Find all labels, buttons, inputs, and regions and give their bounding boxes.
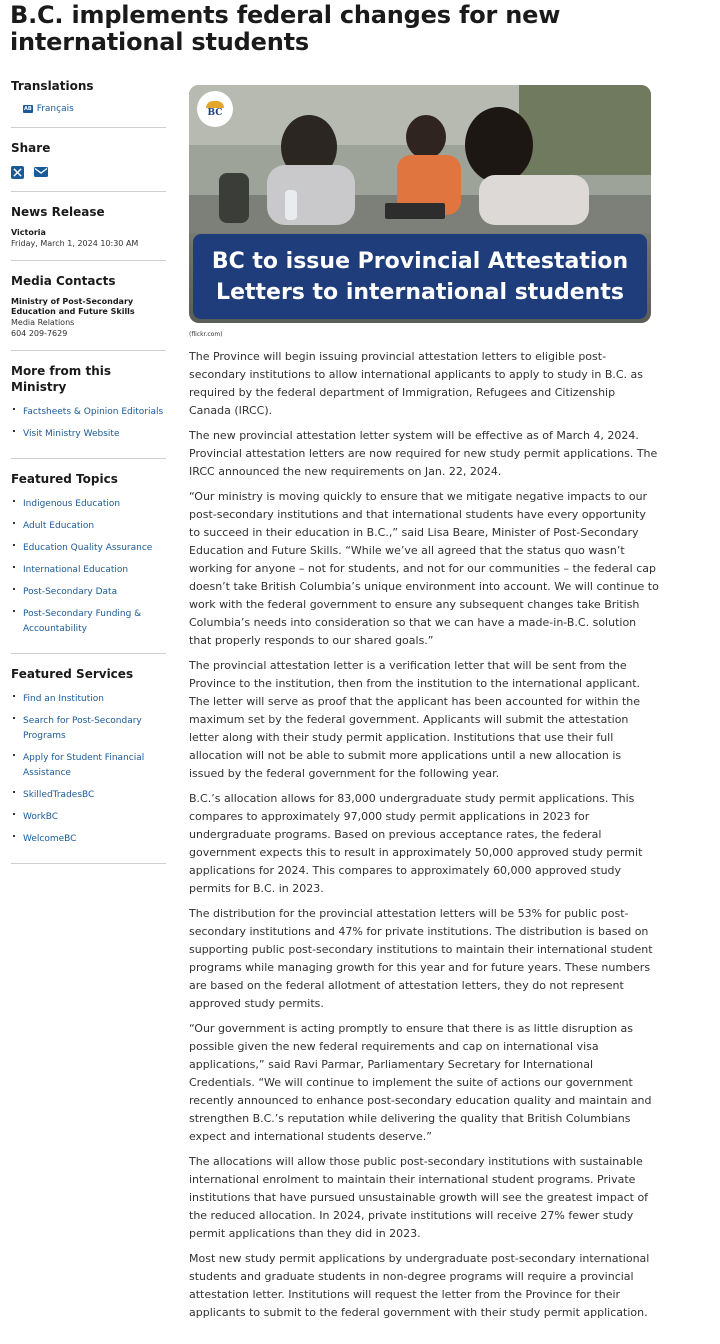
language-icon: AB (24, 106, 32, 112)
service-links (11, 690, 166, 845)
news-release-heading: News Release (11, 205, 105, 219)
news-release-section (11, 204, 166, 261)
topic-link[interactable]: International Education (23, 565, 129, 575)
share-buttons (11, 164, 166, 180)
paragraph: The new provincial attestation letter system will be effective as of March 4, 2024. Provincial attestation letters are now required for new study permit applications. The IRCC announced the new requirements on Jan. 22, 2024. (189, 429, 658, 478)
list-item (11, 808, 166, 823)
image-caption: (flickr.com) (189, 331, 223, 338)
language-link-francais[interactable] (11, 102, 166, 116)
list-item (11, 517, 166, 532)
page-title: B.C. implements federal changes for new international students (10, 1, 561, 56)
more-from-ministry-heading: More from this Ministry (11, 364, 112, 394)
paragraph: B.C.’s allocation allows for 83,000 undergraduate study permit applications. This compares to approximately 97,000 study permit applications in 2023 for undergraduate programs. Based on previous acceptance rates, the federal government expects this to result in approximately 50,000 approved study permit applications for 2024. This compares to approximately 60,000 approved study permits for B.C. in 2023. (189, 792, 643, 895)
paragraph: “Our government is acting promptly to ensure that there is as little disruption as possible given the new federal requirements and cap on international visa applications,” said Ravi Parmar, Parliamentary Secretary for International Credentials. “We will continue to implement the suite of actions our government recently announced to enhance post-secondary education quality and maintain and strengthen B.C.’s reputation while delivering the quality that British Columbians expect and international students deserve.” (189, 1022, 652, 1143)
contact-organization: Ministry of Post-Secondary Education and Future Skills (11, 297, 135, 316)
featured-topics-section (11, 471, 166, 654)
ministry-links (11, 403, 166, 440)
topic-link[interactable]: Post-Secondary Funding & Accountability (23, 609, 142, 634)
bc-logo (197, 91, 233, 127)
ministry-link[interactable]: Factsheets & Opinion Editorials (23, 407, 164, 417)
list-item (11, 583, 166, 598)
service-link[interactable]: WorkBC (23, 812, 59, 822)
service-link[interactable]: WelcomeBC (23, 834, 77, 844)
paragraph: The allocations will allow those public post-secondary institutions with sustainable international enrolment to maintain their international student programs. Private institutions that have pursued unsustainable growth will see the greatest impact of the reduced allocation. In 2024, private institutions will receive 27% fewer study permit applications than they did in 2023. (189, 1155, 649, 1240)
students-photo (189, 85, 651, 233)
media-contacts-heading: Media Contacts (11, 274, 116, 288)
bc-logo-text: BC (207, 107, 223, 118)
contact-phone: 604 209-7629 (11, 329, 68, 338)
list-item (11, 605, 166, 635)
list-item (11, 786, 166, 801)
more-from-ministry-section (11, 363, 166, 459)
article-body (189, 348, 659, 1322)
article (189, 85, 659, 1329)
topic-link[interactable]: Indigenous Education (23, 499, 121, 509)
list-item (11, 712, 166, 742)
list-item (11, 425, 166, 440)
list-item (11, 539, 166, 554)
service-link[interactable]: Find an Institution (23, 694, 104, 704)
envelope-icon[interactable] (34, 167, 48, 177)
featured-services-section (11, 666, 166, 864)
media-contacts-section (11, 273, 166, 351)
paragraph: Most new study permit applications by undergraduate post-secondary international students and graduate students in non-degree programs will require a provincial attestation letter. Institutions will request the letter from the Province for their applicants to submit to the federal government with their study permit application. (189, 1252, 650, 1319)
hero-banner (193, 234, 647, 319)
list-item (11, 403, 166, 418)
hero-image (189, 85, 651, 323)
release-location: Victoria (11, 228, 46, 237)
sidebar (11, 78, 166, 864)
contact-role: Media Relations (11, 318, 75, 327)
topic-link[interactable]: Post-Secondary Data (23, 587, 118, 597)
list-item (11, 561, 166, 576)
translations-heading: Translations (11, 79, 94, 93)
paragraph: The Province will begin issuing provincial attestation letters to eligible post-secondary institutions to allow international applicants to apply to study in B.C. as required by the federal department of Immigration, Refugees and Citizenship Canada (IRCC). (189, 350, 644, 417)
list-item (11, 830, 166, 845)
topic-link[interactable]: Education Quality Assurance (23, 543, 153, 553)
list-item (11, 690, 166, 705)
share-heading: Share (11, 141, 51, 155)
release-date: Friday, March 1, 2024 10:30 AM (11, 239, 139, 248)
list-item (11, 749, 166, 779)
list-item (11, 495, 166, 510)
sun-icon (206, 101, 224, 108)
ministry-link[interactable]: Visit Ministry Website (23, 429, 120, 439)
paragraph: The provincial attestation letter is a verification letter that will be sent from the Province to the institution, then from the institution to the international applicant. The letter will serve as proof that the applicant has been accounted for within the maximum set by the federal government. Applicants will submit the attestation letter along with their study permit application. Institutions that use their full allocation will not be able to submit more applications until a new allocation is issued by the federal government for the following year. (189, 659, 641, 780)
featured-services-heading: Featured Services (11, 667, 134, 681)
banner-line-1: BC to issue Provincial Attestation (211, 248, 629, 274)
banner-line-2: Letters to international students (216, 279, 624, 305)
paragraph: The distribution for the provincial attestation letters will be 53% for public post-secondary institutions and 47% for private institutions. The distribution is based on supporting public post-secondary institutions to maintain their international student programs while managing growth for this year and for future years. These numbers are based on the federal allotment of attestation letters, they do not represent approved study permits. (189, 907, 653, 1010)
francais-link[interactable]: Français (36, 104, 74, 114)
service-link[interactable]: Apply for Student Financial Assistance (23, 753, 145, 778)
topic-link[interactable]: Adult Education (23, 521, 95, 531)
service-link[interactable]: SkilledTradesBC (23, 790, 95, 800)
x-icon[interactable] (11, 166, 24, 179)
service-link[interactable]: Search for Post-Secondary Programs (23, 716, 142, 741)
share-section (11, 140, 166, 192)
translations-section (11, 78, 166, 128)
topic-links (11, 495, 166, 635)
paragraph: “Our ministry is moving quickly to ensure that we mitigate negative impacts to our post-secondary institutions and that international students have every opportunity to succeed in their education in B.C.,” said Lisa Beare, Minister of Post-Secondary Education and Future Skills. “While we’ve all agreed that the status quo wasn’t working for anyone – not for students, and not for our communities – the federal cap doesn’t take British Columbia’s unique environment into account. We will continue to work with the federal government to ensure any subsequent changes take British Columbia’s needs into consideration so that we can have a made-in-B.C. solution that properly responds to our shared goals.” (189, 490, 659, 647)
featured-topics-heading: Featured Topics (11, 472, 118, 486)
